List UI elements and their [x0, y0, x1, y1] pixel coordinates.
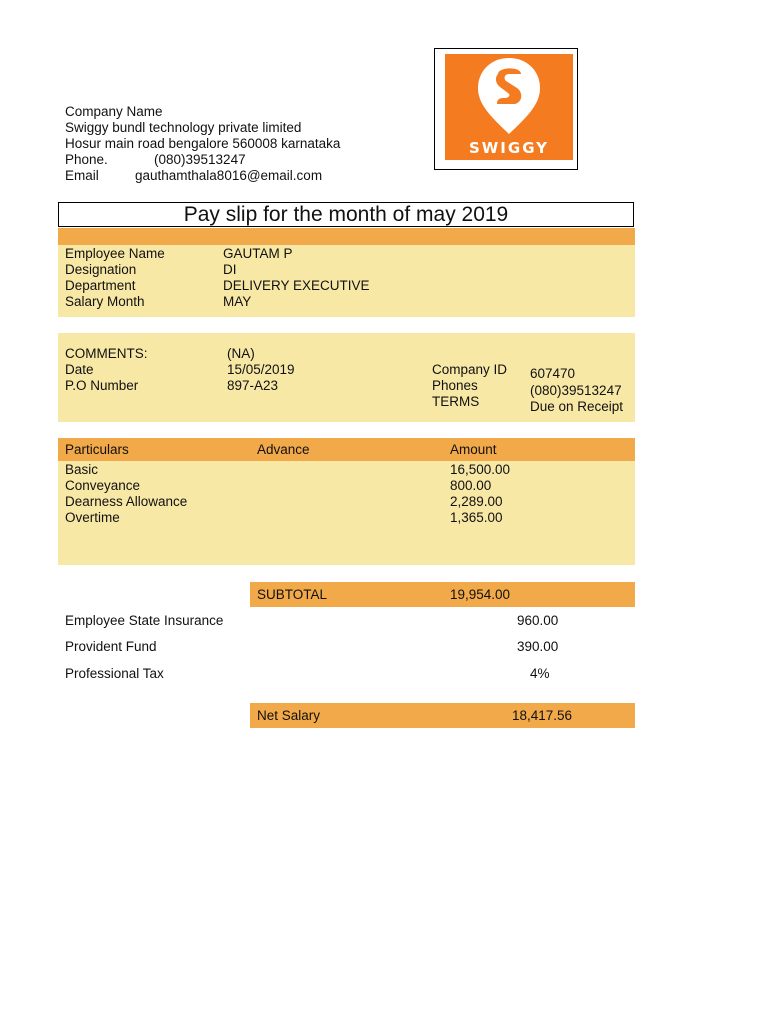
designation-label: Designation: [65, 262, 137, 277]
net-salary-label: Net Salary: [257, 708, 321, 723]
earnings-header: [58, 438, 635, 461]
terms-value: Due on Receipt: [530, 399, 624, 414]
employee-name: GAUTAM P: [223, 246, 293, 261]
comments-label: COMMENTS:: [65, 346, 148, 361]
employee-name-label: Employee Name: [65, 246, 165, 261]
phone-label: Phone.: [65, 152, 108, 167]
table-row-particular: Basic: [65, 462, 99, 477]
po-number-label: P.O Number: [65, 378, 139, 393]
company-id-value: 607470: [530, 366, 576, 381]
company-logo: [434, 48, 578, 170]
deduction-value-pf: 390.00: [517, 639, 559, 654]
salary-month-value: MAY: [223, 294, 252, 309]
company-name-label: Company Name: [65, 104, 163, 119]
email-value: gauthamthala8016@email.com: [135, 168, 323, 183]
deduction-label-pf: Provident Fund: [65, 639, 157, 654]
table-row-amount: 2,289.00: [450, 494, 503, 509]
table-row-particular: Overtime: [65, 510, 120, 525]
date-label: Date: [65, 362, 94, 377]
po-number-value: 897-A23: [227, 378, 279, 393]
date-value: 15/05/2019: [227, 362, 295, 377]
company-name: Swiggy bundl technology private limited: [65, 120, 302, 135]
salary-month-label: Salary Month: [65, 294, 145, 309]
table-row-particular: Conveyance: [65, 478, 141, 493]
deduction-label-tax: Professional Tax: [65, 666, 164, 681]
table-row-amount: 1,365.00: [450, 510, 503, 525]
table-row-amount: 16,500.00: [450, 462, 511, 477]
comments-value: (NA): [227, 346, 255, 361]
table-row-amount: 800.00: [450, 478, 492, 493]
column-header-particulars: Particulars: [65, 442, 129, 457]
department-value: DELIVERY EXECUTIVE: [223, 278, 370, 293]
employee-header-band: [58, 228, 635, 245]
column-header-advance: Advance: [257, 442, 310, 457]
designation-value: DI: [223, 262, 237, 277]
swiggy-logo-mark: [445, 54, 573, 160]
phone-value: (080)39513247: [154, 152, 246, 167]
net-salary-value: 18,417.56: [512, 708, 573, 723]
phones-value: (080)39513247: [530, 383, 622, 398]
company-address: Hosur main road bengalore 560008 karnataka: [65, 136, 341, 151]
email-label: Email: [65, 168, 99, 183]
subtotal-value: 19,954.00: [450, 587, 511, 602]
terms-label: TERMS: [432, 394, 480, 409]
swiggy-pin-icon: [445, 54, 573, 140]
page-title: Pay slip for the month of may 2019: [58, 202, 634, 227]
deduction-label-esi: Employee State Insurance: [65, 613, 224, 628]
deduction-value-esi: 960.00: [517, 613, 559, 628]
table-row-particular: Dearness Allowance: [65, 494, 188, 509]
subtotal-label: SUBTOTAL: [257, 587, 328, 602]
phones-label: Phones: [432, 378, 478, 393]
company-id-label: Company ID: [432, 362, 508, 377]
deduction-value-tax: 4%: [530, 666, 550, 681]
earnings-body: [58, 461, 635, 565]
logo-text: SWIGGY: [468, 139, 550, 157]
column-header-amount: Amount: [450, 442, 497, 457]
department-label: Department: [65, 278, 136, 293]
